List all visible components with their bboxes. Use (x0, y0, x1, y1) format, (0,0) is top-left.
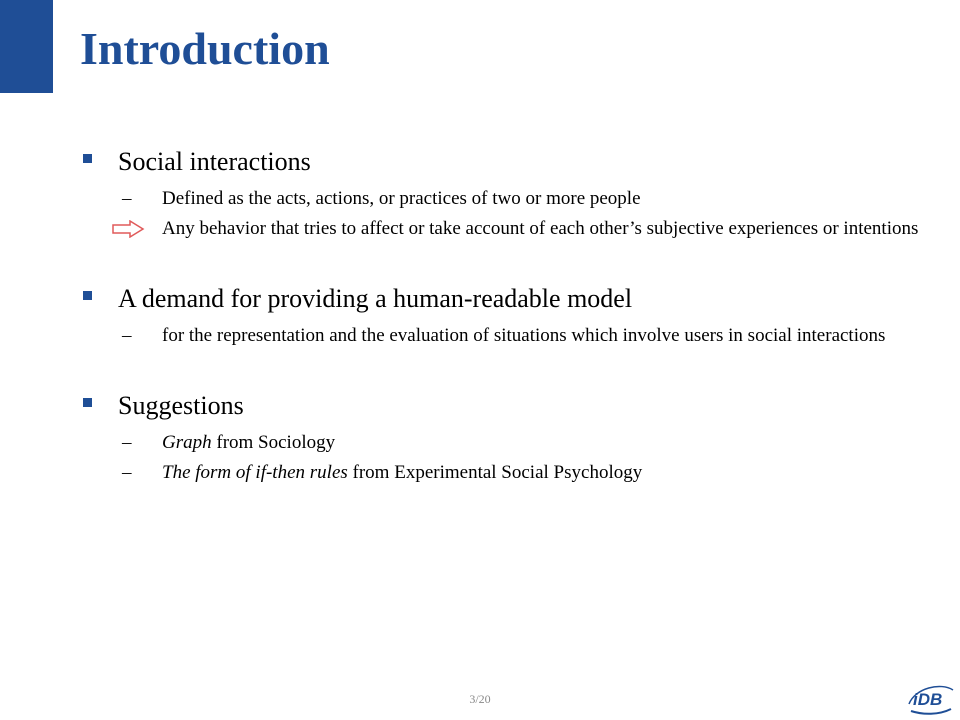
bullet-suggestions (80, 389, 940, 423)
sub-item-behavior (80, 217, 940, 240)
sub-item-text: from Experimental Social Psychology (347, 462, 643, 483)
slide-title: Introduction (80, 23, 330, 74)
sub-item-if-then-rules (80, 461, 940, 484)
hollow-arrow-icon (111, 220, 145, 238)
idb-logo-icon (905, 678, 957, 718)
sub-item-text: Any behavior that tries to affect or take account of each other’s subjective experiences or intentions (162, 218, 919, 239)
page-number: 3/20 (469, 692, 491, 706)
slide-content (80, 145, 940, 484)
sub-item-text: Defined as the acts, actions, or practices of two or more people (162, 188, 641, 209)
bullet-social-interactions (80, 145, 940, 179)
square-bullet-icon (83, 154, 92, 163)
dash-icon: – (122, 188, 132, 209)
dash-icon: – (122, 462, 132, 483)
square-bullet-icon (83, 398, 92, 407)
logo-text: iDB (913, 690, 943, 709)
title-accent-bar (0, 0, 53, 93)
sub-item-italic: The form of if-then rules (162, 462, 348, 483)
sub-item-representation (80, 324, 940, 347)
section-heading: Suggestions (118, 391, 244, 420)
bullet-human-readable-model (80, 282, 940, 316)
section-heading: A demand for providing a human-readable model (118, 284, 633, 313)
section-heading: Social interactions (118, 147, 311, 176)
sub-item-italic: Graph (162, 432, 212, 453)
dash-icon: – (122, 325, 132, 346)
sub-item-graph (80, 431, 940, 454)
sub-item-text: from Sociology (211, 432, 336, 453)
sub-item-text: for the representation and the evaluation of situations which involve users in social interactions (162, 325, 886, 346)
sub-item-definition (80, 187, 940, 210)
square-bullet-icon (83, 291, 92, 300)
dash-icon: – (122, 432, 132, 453)
